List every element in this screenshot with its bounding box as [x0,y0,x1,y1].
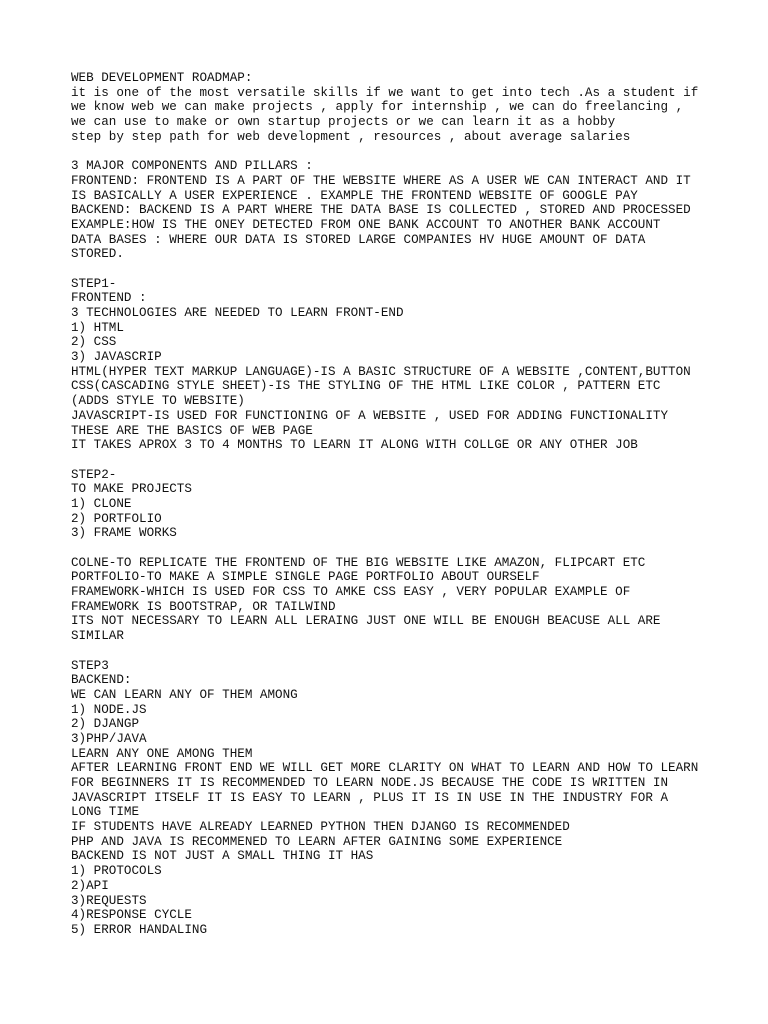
text-line: IS BASICALLY A USER EXPERIENCE . EXAMPLE THE FRONTEND WEBSITE OF GOOGLE PAY [71,188,638,203]
text-line: FRAMEWORK-WHICH IS USED FOR CSS TO AMKE CSS EASY , VERY POPULAR EXAMPLE OF [71,585,631,600]
text-line: 1) HTML [71,320,124,335]
text-line: 3 TECHNOLOGIES ARE NEEDED TO LEARN FRONT-END [71,306,404,320]
text-line: BACKEND: [71,673,132,688]
text-line: it is one of the most versatile skills if we want to get into tech .As a student if [71,85,699,100]
text-line: FRAMEWORK IS BOOTSTRAP, OR TAILWIND [71,599,336,614]
text-line: HTML(HYPER TEXT MARKUP LANGUAGE)-IS A BASIC STRUCTURE OF A WEBSITE ,CONTENT,BUTTON [71,364,691,379]
text-line: 4)RESPONSE CYCLE [71,908,192,923]
blank-line [71,144,731,159]
text-line: EXAMPLE:HOW IS THE ONEY DETECTED FROM ONE BANK ACCOUNT TO ANOTHER BANK ACCOUNT [71,217,661,232]
text-line: 3 MAJOR COMPONENTS AND PILLARS : [71,159,313,174]
text-line: LONG TIME [71,805,140,820]
text-line: STEP2- [71,467,117,482]
text-line: 5) ERROR HANDALING [71,922,208,937]
text-line: SIMILAR [71,629,124,644]
text-line: COLNE-TO REPLICATE THE FRONTEND OF THE BIG WEBSITE LIKE AMAZON, FLIPCART ETC [71,555,646,570]
text-line: 1) PROTOCOLS [71,864,162,879]
text-line: 3) FRAME WORKS [71,526,177,541]
text-line: WEB DEVELOPMENT ROADMAP: [71,71,253,85]
blank-line [71,262,731,277]
text-line: STEP1- [71,276,117,291]
text-line: (ADDS STYLE TO WEBSITE) [71,394,245,409]
text-line: 2)API [71,878,109,893]
text-line: STEP3 [71,658,109,673]
text-line: 2) DJANGP [71,717,140,732]
text-line: 3) JAVASCRIP [71,350,162,365]
blank-line [71,644,731,659]
text-line: 1) NODE.JS [71,702,147,717]
text-line: IF STUDENTS HAVE ALREADY LEARNED PYTHON THEN DJANGO IS RECOMMENDED [71,820,570,835]
text-line: PHP AND JAVA IS RECOMMENED TO LEARN AFTER GAINING SOME EXPERIENCE [71,834,563,849]
text-line: 3)PHP/JAVA [71,731,147,746]
text-line: STORED. [71,247,124,262]
document-page [71,71,731,938]
text-line: we can use to make or own startup projects or we can learn it as a hobby [71,115,616,130]
text-line: LEARN ANY ONE AMONG THEM [71,746,253,761]
text-line: 3)REQUESTS [71,893,147,908]
text-line: 2) PORTFOLIO [71,511,162,526]
text-line: FRONTEND : [71,291,147,306]
text-line: DATA BASES : WHERE OUR DATA IS STORED LARGE COMPANIES HV HUGE AMOUNT OF DATA [71,232,646,247]
text-line: we know web we can make projects , apply for internship , we can do freelancing , [71,100,684,115]
blank-line [71,541,731,556]
blank-line [71,453,731,468]
text-line: AFTER LEARNING FRONT END WE WILL GET MORE CLARITY ON WHAT TO LEARN AND HOW TO LEARN [71,761,699,776]
text-line: TO MAKE PROJECTS [71,482,192,497]
text-line: JAVASCRIPT-IS USED FOR FUNCTIONING OF A WEBSITE , USED FOR ADDING FUNCTIONALITY [71,408,669,423]
text-line: WE CAN LEARN ANY OF THEM AMONG [71,687,298,702]
text-line: 2) CSS [71,335,117,350]
text-line: step by step path for web development , resources , about average salaries [71,129,631,144]
text-line: IT TAKES APROX 3 TO 4 MONTHS TO LEARN IT ALONG WITH COLLGE OR ANY OTHER JOB [71,438,638,453]
text-line: BACKEND IS NOT JUST A SMALL THING IT HAS [71,849,374,864]
text-line: PORTFOLIO-TO MAKE A SIMPLE SINGLE PAGE PORTFOLIO ABOUT OURSELF [71,570,540,585]
text-line: FOR BEGINNERS IT IS RECOMMENDED TO LEARN NODE.JS BECAUSE THE CODE IS WRITTEN IN [71,776,669,790]
text-line: 1) CLONE [71,496,132,511]
text-line: FRONTEND: FRONTEND IS A PART OF THE WEBSITE WHERE AS A USER WE CAN INTERACT AND IT [71,173,691,188]
text-line: THESE ARE THE BASICS OF WEB PAGE [71,423,313,438]
text-line: JAVASCRIPT ITSELF IT IS EASY TO LEARN , PLUS IT IS IN USE IN THE INDUSTRY FOR A [71,790,669,805]
text-line: CSS(CASCADING STYLE SHEET)-IS THE STYLING OF THE HTML LIKE COLOR , PATTERN ETC [71,379,661,394]
text-line: BACKEND: BACKEND IS A PART WHERE THE DATA BASE IS COLLECTED , STORED AND PROCESSED [71,203,691,218]
text-line: ITS NOT NECESSARY TO LEARN ALL LERAING JUST ONE WILL BE ENOUGH BEACUSE ALL ARE [71,614,661,629]
